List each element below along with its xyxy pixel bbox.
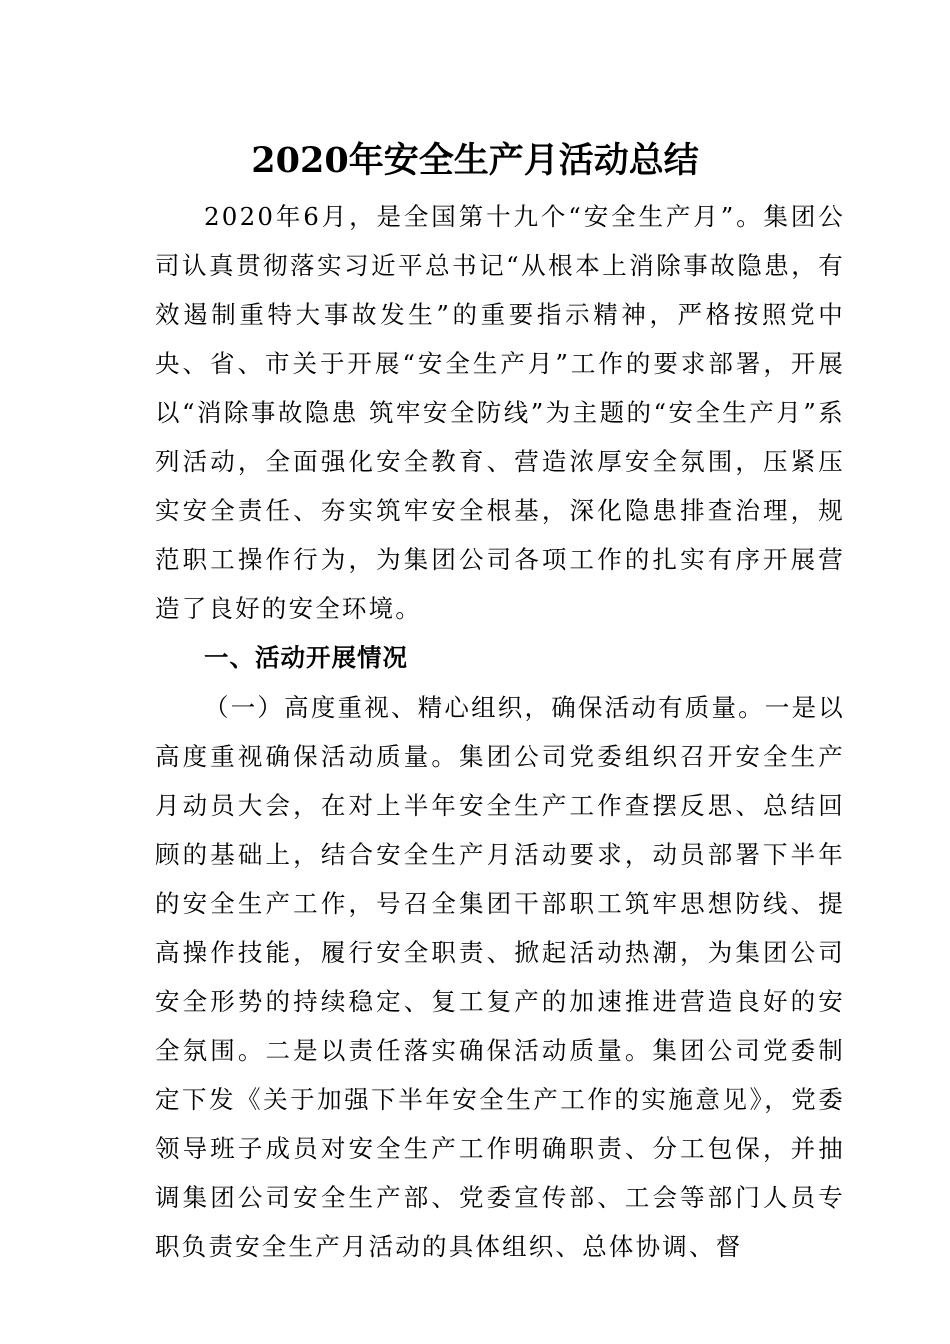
document-body [155, 192, 845, 1271]
document-title: 2020年安全生产月活动总结 [251, 140, 699, 181]
section-paragraph: （一）高度重视、精心组织，确保活动有质量。一是以高度重视确保活动质量。集团公司党委组织召开安全生产月动员大会，在对上半年安全生产工作查摆反思、总结回顾的基础上，结合安全生产月活动要求，动员部署下半年的安全生产工作，号召全集团干部职工筑牢思想防线、提高操作技能，履行安全职责、掀起活动热潮，为集团公司安全形势的持续稳定、复工复产的加速推进营造良好的安全氛围。二是以责任落实确保活动质量。集团公司党委制定下发《关于加强下半年安全生产工作的实施意见》，党委领导班子成员对安全生产工作明确职责、分工包保，并抽调集团公司安全生产部、党委宣传部、工会等部门人员专职负责安全生产月活动的具体组织、总体协调、督 [155, 693, 845, 1261]
intro-paragraph: 2020年6月，是全国第十九个“安全生产月”。集团公司认真贯彻落实习近平总书记“从根本上消除事故隐患，有效遏制重特大事故发生”的重要指示精神，严格按照党中央、省、市关于开展“安全生产月”工作的要求部署，开展以“消除事故隐患 筑牢安全防线”为主题的“安全生产月”系列活动，全面强化安全教育、营造浓厚安全氛围，压紧压实安全责任、夯实筑牢安全根基，深化隐患排查治理，规范职工操作行为，为集团公司各项工作的扎实有序开展营造了良好的安全环境。 [155, 202, 845, 623]
section-heading: 一、活动开展情况 [204, 643, 408, 672]
